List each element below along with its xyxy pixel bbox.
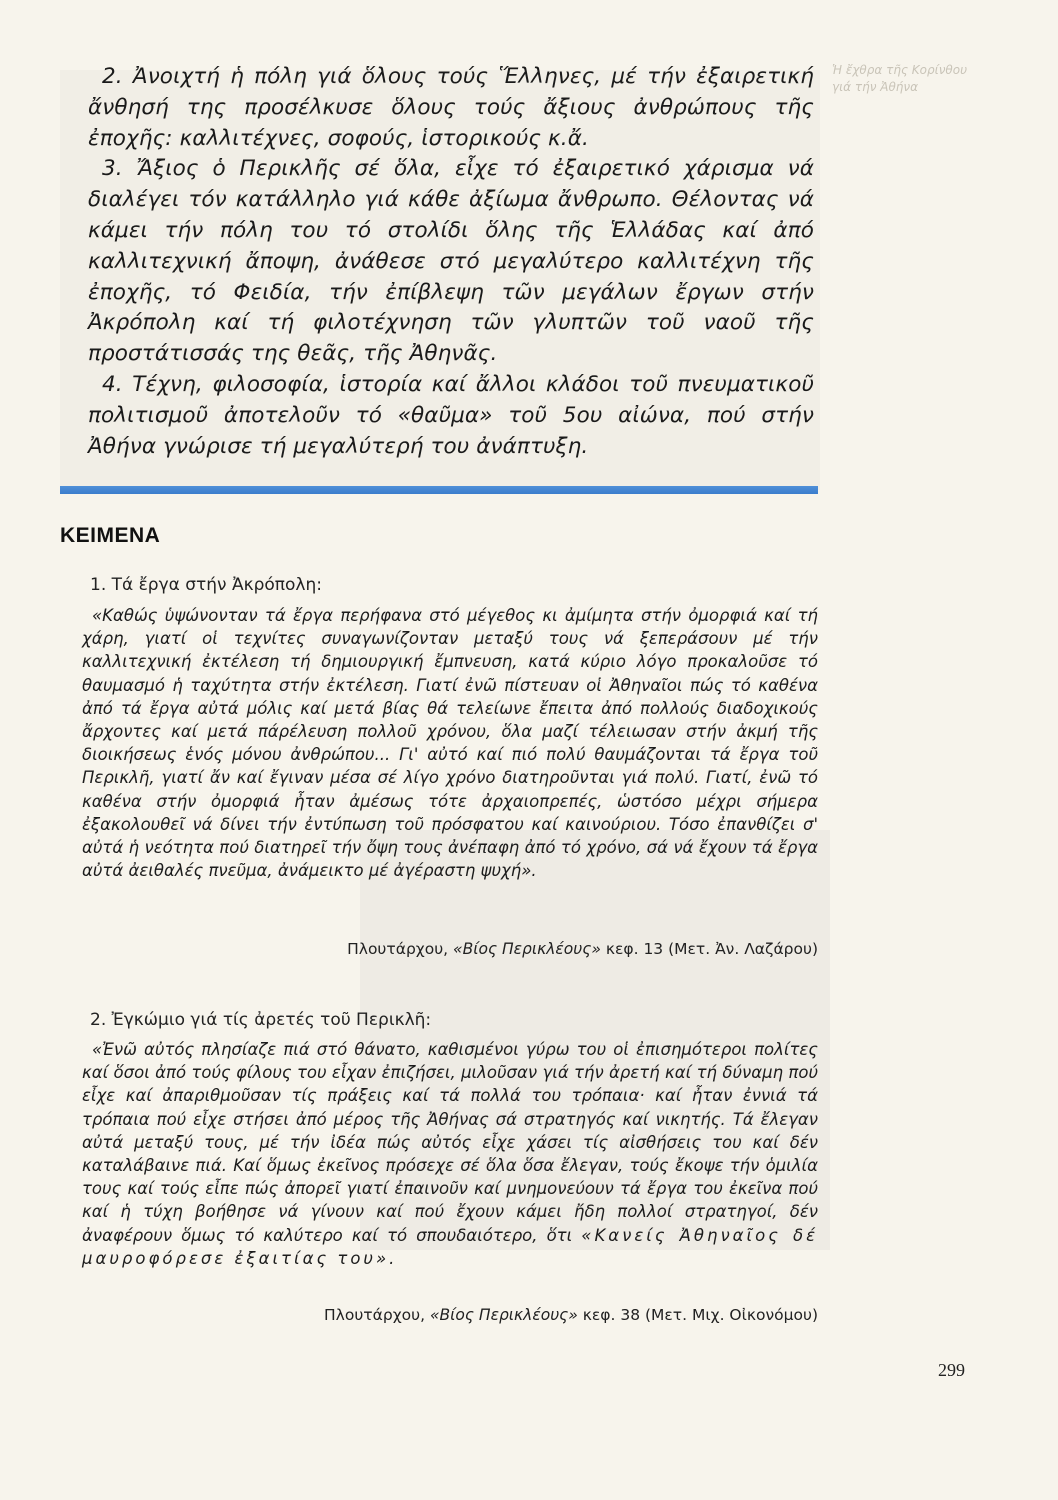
excerpt-2-quote: «Κανείς Ἀθηναῖος δέ μαυροφόρεσε ἐξαιτίας του». [82,1225,818,1268]
excerpt-1-attribution [347,940,818,958]
section-title: ΚΕΙΜΕΝΑ [60,524,161,547]
attribution-author: Πλουτάρχου, [347,940,454,958]
paragraph-3: 3. Ἄξιος ὁ Περικλῆς σέ ὅλα, εἶχε τό ἐξαιρετικό χάρισμα νά διαλέγει τόν κατάλληλο γιά κάθε ἀξίωμα ἄνθρωπο. Θέλοντας νά κάμει τήν πόλη του τό στολίδι ὅλης τῆς Ἑλλάδας καί ἀπό καλλιτεχνική ἄποψη, ἀνάθεσε στό μεγαλύτερο καλλιτέχνη τῆς ἐποχῆς, τό Φειδία, τήν ἐπίβλεψη τῶν μεγάλων ἔργων στήν Ἀκρόπολη καί τή φιλοτέχνηση τῶν γλυπτῶν τοῦ ναοῦ τῆς προστάτισσάς της θεᾶς, τῆς Ἀθηνᾶς. [88,156,814,367]
excerpt-2-body [82,1038,818,1270]
page-number: 299 [938,1360,965,1380]
excerpt-2-title: 2. Ἐγκώμιο γιά τίς ἀρετές τοῦ Περικλῆ: [90,1010,432,1030]
margin-note: Ἡ ἔχθρα τῆς Κορίνθου γιά τήν Ἀθήνα [832,63,968,94]
excerpt-2-text: «Ἐνῶ αὐτός πλησίαζε πιά στό θάνατο, καθισμένοι γύρω του οἱ ἐπισημότεροι πολίτες καί ὅσοι ἀπό τούς φίλους του εἶχαν ἐπιζήσει, μιλοῦσαν γιά τήν ἀρετή καί τή δύναμη πού εἶχε καί ἀπαριθμοῦσαν τίς πράξεις καί τά πολλά του τρόπαια· καί ἦταν ἐννιά τά τρόπαια πού εἶχε στήσει ἀπό μέρος τῆς Ἀθήνας σά στρατηγός καί νικητής. Τά ἔλεγαν αὐτά μεταξύ τους, μέ τήν ἰδέα πώς αὐτός εἶχε χάσει τίς αἰσθήσεις του καί δέν καταλάβαινε πιά. Καί ὅμως ἐκεῖνος πρόσεχε σέ ὅλα ὅσα ἔλεγαν, τούς ἔκοψε τήν ὁμιλία τους καί τούς εἶπε πώς ἀπορεῖ γιατί ἐπαινοῦν καί μνημονεύουν τά ἔργα του ἐκεῖνα πού καί ἡ τύχη βοήθησε νά γίνουν καί πού ἔχουν κάμει ἤδη πολλοί στρατηγοί, δέν ἀναφέρουν ὅμως τό καλύτερο καί τό σπουδαιότερο, ὅτι [82,1040,818,1245]
attribution-author: Πλουτάρχου, [324,1306,430,1324]
paragraph-2: 2. Ἀνοιχτή ἡ πόλη γιά ὅλους τούς Ἕλληνες, μέ τήν ἐξαιρετική ἄνθησή της προσέλκυσε ὅλους τούς ἄξιους ἀνθρώπους τῆς ἐποχῆς: καλλιτέχνες, σοφούς, ἱστορικούς κ.ἄ. [88,64,814,151]
excerpt-1-title: 1. Τά ἔργα στήν Ἀκρόπολη: [90,575,322,595]
section-divider [60,486,818,494]
excerpt-1-body: «Καθώς ὑψώνονταν τά ἔργα περήφανα στό μέγεθος κι ἀμίμητα στήν ὀμορφιά καί τή χάρη, γιατί οἱ τεχνίτες συναγωνίζονταν μεταξύ τους νά ξεπεράσουν μέ τήν καλλιτεχνική ἐκτέλεση τή δημιουργική ἔμπνευση, κατά κύριο λόγο προκαλοῦσε τό θαυμασμό ἡ ταχύτητα στήν ἐκτέλεση. Γιατί ἐνῶ πίστευαν οἱ Ἀθηναῖοι πώς τό καθένα ἀπό τά ἔργα αὐτά μόλις καί μετά βίας θά τελείωνε ἔπειτα ἀπό πολλούς διαδοχικούς ἄρχοντες καί μετά πάρέλευση πολλοῦ χρόνου, ὅλα μαζί τέλειωσαν στήν ἀκμή τῆς διοικήσεως ἑνός μόνου ἀνθρώπου... Γι' αὐτό καί πιό πολύ θαυμάζονται τά ἔργα τοῦ Περικλῆ, γιατί ἄν καί ἔγιναν μέσα σέ λίγο χρόνο διατηροῦνται γιά πολύ. Γιατί, ἐνῶ τό καθένα στήν ὀμορφιά ἦταν ἀμέσως τότε ἀρχαιοπρεπές, ὡστόσο μέχρι σήμερα ἐξακολουθεῖ νά δίνει τήν ἐντύπωση τοῦ πρόσφατου καί καινούριου. Τόσο ἐπανθίζει σ' αὐτά ἡ νεότητα πού διατηρεῖ τήν ὄψη τους ἀνέπαφη ἀπό τό χρόνο, σά νά ἔχουν τά ἔργα αὐτά ἀειθαλές πνεῦμα, ἀνάμεικτο μέ ἀγέραστη ψυχή». [82,606,818,881]
attribution-reference: κεφ. 38 (Μετ. Μιχ. Οἰκονόμου) [577,1306,818,1324]
main-text [88,62,814,462]
attribution-reference: κεφ. 13 (Μετ. Ἀν. Λαζάρου) [600,940,818,958]
attribution-work: «Βίος Περικλέους» [453,940,601,958]
attribution-work: «Βίος Περικλέους» [429,1306,578,1324]
paragraph-4: 4. Τέχνη, φιλοσοφία, ἱστορία καί ἄλλοι κλάδοι τοῦ πνευματικοῦ πολιτισμοῦ ἀποτελοῦν τό «θαῦμα» τοῦ 5ου αἰώνα, πού στήν Ἀθήνα γνώρισε τή μεγαλύτερή του ἀνάπτυξη. [88,371,814,459]
excerpt-2-attribution [324,1306,818,1324]
